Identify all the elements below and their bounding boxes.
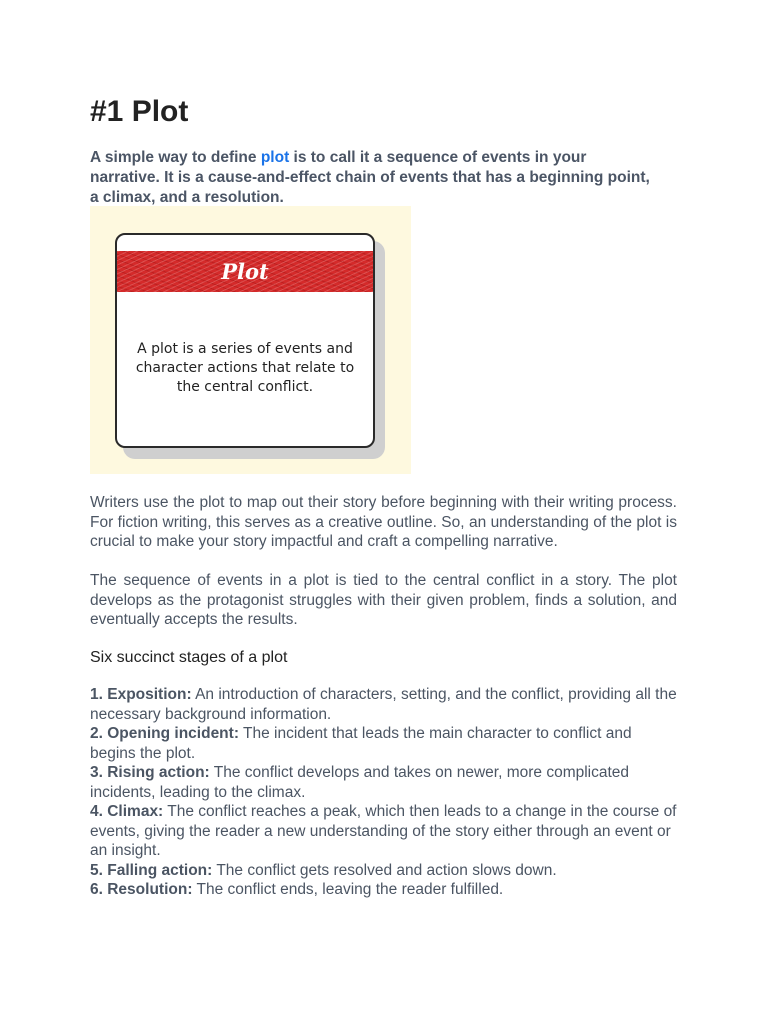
intro-paragraph	[90, 148, 650, 208]
stage-term: 6. Resolution:	[90, 881, 193, 898]
stage-description: An introduction of characters, setting, and the conflict, providing all the necessary background information.	[90, 686, 677, 723]
list-item	[90, 861, 677, 881]
body-paragraph-2: The sequence of events in a plot is tied to the central conflict in a story. The plot develops as the protagonist struggles with their given problem, finds a solution, and eventually accepts the results.	[90, 572, 677, 628]
card-banner	[117, 251, 373, 292]
stage-term: 1. Exposition:	[90, 686, 192, 703]
stage-term: 2. Opening incident:	[90, 725, 239, 742]
stage-description: The incident that leads the main character to conflict and begins the plot.	[90, 725, 632, 762]
plot-link[interactable]: plot	[260, 149, 290, 166]
stage-term: 3. Rising action:	[90, 764, 210, 781]
stage-term: 4. Climax:	[90, 803, 164, 820]
card-title: Plot	[221, 259, 269, 284]
list-item	[90, 763, 677, 802]
plot-card	[115, 233, 375, 448]
list-item	[90, 685, 677, 724]
stages-subheading: Six succinct stages of a plot	[90, 649, 288, 666]
list-item	[90, 880, 677, 900]
intro-text-after: is to call it a sequence of events in your narrative. It is a cause-and-effect chain of events that has a beginning point, a climax, and a resolution.	[90, 149, 650, 206]
stages-list	[90, 685, 677, 900]
stage-description: The conflict develops and takes on newer, more complicated incidents, leading to the climax.	[90, 764, 630, 801]
list-item	[90, 724, 677, 763]
body-paragraph-1: Writers use the plot to map out their story before beginning with their writing process. For fiction writing, this serves as a creative outline. So, an understanding of the plot is crucial to make your story impactful and craft a compelling narrative.	[90, 494, 677, 550]
stage-description: The conflict reaches a peak, which then leads to a change in the course of events, giving the reader a new understanding of the story either through an event or an insight.	[90, 803, 677, 859]
stage-description: The conflict gets resolved and action slows down.	[212, 861, 557, 879]
page-title: #1 Plot	[90, 95, 189, 128]
list-item	[90, 802, 677, 861]
card-definition-text: A plot is a series of events and character actions that relate to the central conflict.	[135, 341, 355, 395]
intro-text-before: A simple way to define	[90, 149, 261, 166]
plot-definition-figure	[90, 206, 411, 474]
stage-description: The conflict ends, leaving the reader fulfilled.	[192, 881, 504, 898]
stage-term: 5. Falling action:	[90, 861, 213, 879]
